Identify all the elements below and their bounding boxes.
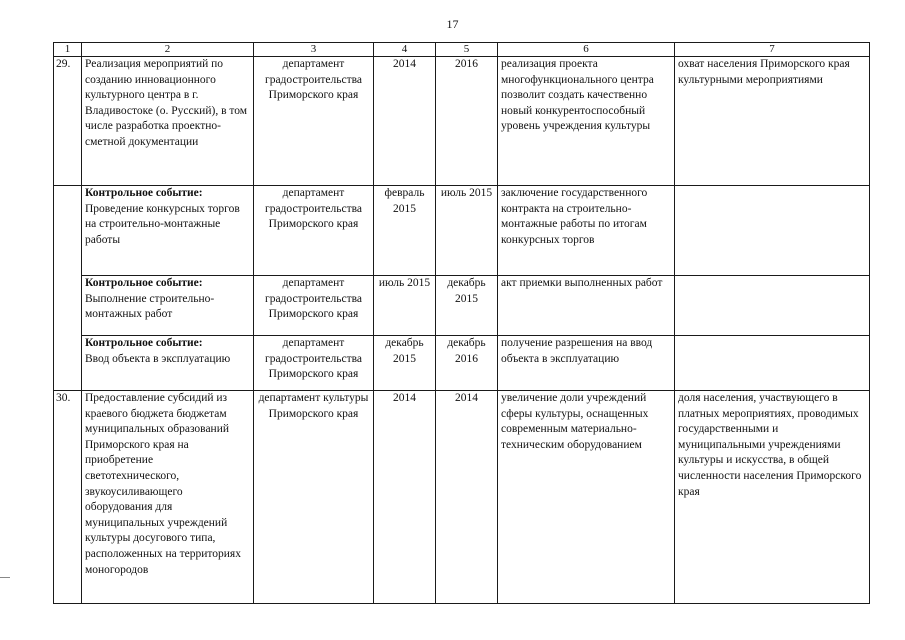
- measure-cell: [82, 186, 254, 276]
- control-event-text: Проведение конкурсных торгов на строительно-монтажные работы: [85, 202, 240, 246]
- measure-cell: [82, 276, 254, 336]
- result-cell: получение разрешения на ввод объекта в эксплуатацию: [498, 336, 675, 391]
- table-row: [54, 276, 870, 336]
- control-event-label: Контрольное событие:: [85, 187, 203, 199]
- margin-mark: [0, 577, 10, 578]
- result-cell: акт приемки выполненных работ: [498, 276, 675, 336]
- result-cell: заключение государственного контракта на строительно-монтажные работы по итогам конкурсных торгов: [498, 186, 675, 276]
- indicator-cell: охват населения Приморского края культурными мероприятиями: [675, 57, 870, 186]
- col-header-6: 6: [498, 43, 675, 57]
- start-cell: декабрь 2015: [374, 336, 436, 391]
- indicator-cell: [675, 276, 870, 336]
- start-cell: февраль 2015: [374, 186, 436, 276]
- col-header-4: 4: [374, 43, 436, 57]
- col-header-1: 1: [54, 43, 82, 57]
- col-header-2: 2: [82, 43, 254, 57]
- measure-cell: [82, 336, 254, 391]
- table-row: [54, 186, 870, 276]
- control-event-text: Ввод объекта в эксплуатацию: [85, 352, 231, 365]
- col-header-3: 3: [254, 43, 374, 57]
- start-cell: июль 2015: [374, 276, 436, 336]
- end-cell: 2014: [436, 391, 498, 604]
- col-header-7: 7: [675, 43, 870, 57]
- result-cell: реализация проекта многофункционального центра позволит создать качественно новый конкурентоспособный уровень учреждения культуры: [498, 57, 675, 186]
- row-number: [54, 336, 82, 391]
- start-cell: 2014: [374, 57, 436, 186]
- end-cell: декабрь 2016: [436, 336, 498, 391]
- table-row: [54, 57, 870, 186]
- indicator-cell: [675, 186, 870, 276]
- indicator-cell: доля населения, участвующего в платных мероприятиях, проводимых государственными и муниципальными учреждениями культуры и искусства, в общей численности населения Приморского края: [675, 391, 870, 604]
- end-cell: июль 2015: [436, 186, 498, 276]
- table-row: [54, 336, 870, 391]
- control-event-label: Контрольное событие:: [85, 337, 203, 349]
- result-cell: увеличение доли учреждений сферы культуры, оснащенных современным материально-техническим оборудованием: [498, 391, 675, 604]
- row-number: 29.: [54, 57, 82, 186]
- row-number: [54, 276, 82, 336]
- control-event-text: Выполнение строительно-монтажных работ: [85, 292, 215, 321]
- header-row: [54, 43, 870, 57]
- measures-table: [53, 42, 870, 604]
- indicator-cell: [675, 336, 870, 391]
- executor-cell: департамент культуры Приморского края: [254, 391, 374, 604]
- page-number: 17: [446, 17, 459, 31]
- row-number: [54, 186, 82, 276]
- end-cell: декабрь 2015: [436, 276, 498, 336]
- control-event-label: Контрольное событие:: [85, 277, 203, 289]
- executor-cell: департамент градостроительства Приморского края: [254, 276, 374, 336]
- col-header-5: 5: [436, 43, 498, 57]
- end-cell: 2016: [436, 57, 498, 186]
- measure-cell: Реализация мероприятий по созданию инновационного культурного центра в г. Владивостоке (о. Русский), в том числе разработка проектно-сметной документации: [82, 57, 254, 186]
- executor-cell: департамент градостроительства Приморского края: [254, 57, 374, 186]
- measure-cell: Предоставление субсидий из краевого бюджета бюджетам муниципальных образований Приморского края на приобретение светотехнического, звукоусиливающего оборудования для муниципальных учреждений культуры досугового типа, расположенных на территориях моногородов: [82, 391, 254, 604]
- start-cell: 2014: [374, 391, 436, 604]
- executor-cell: департамент градостроительства Приморского края: [254, 186, 374, 276]
- executor-cell: департамент градостроительства Приморского края: [254, 336, 374, 391]
- table-row: [54, 391, 870, 604]
- row-number: 30.: [54, 391, 82, 604]
